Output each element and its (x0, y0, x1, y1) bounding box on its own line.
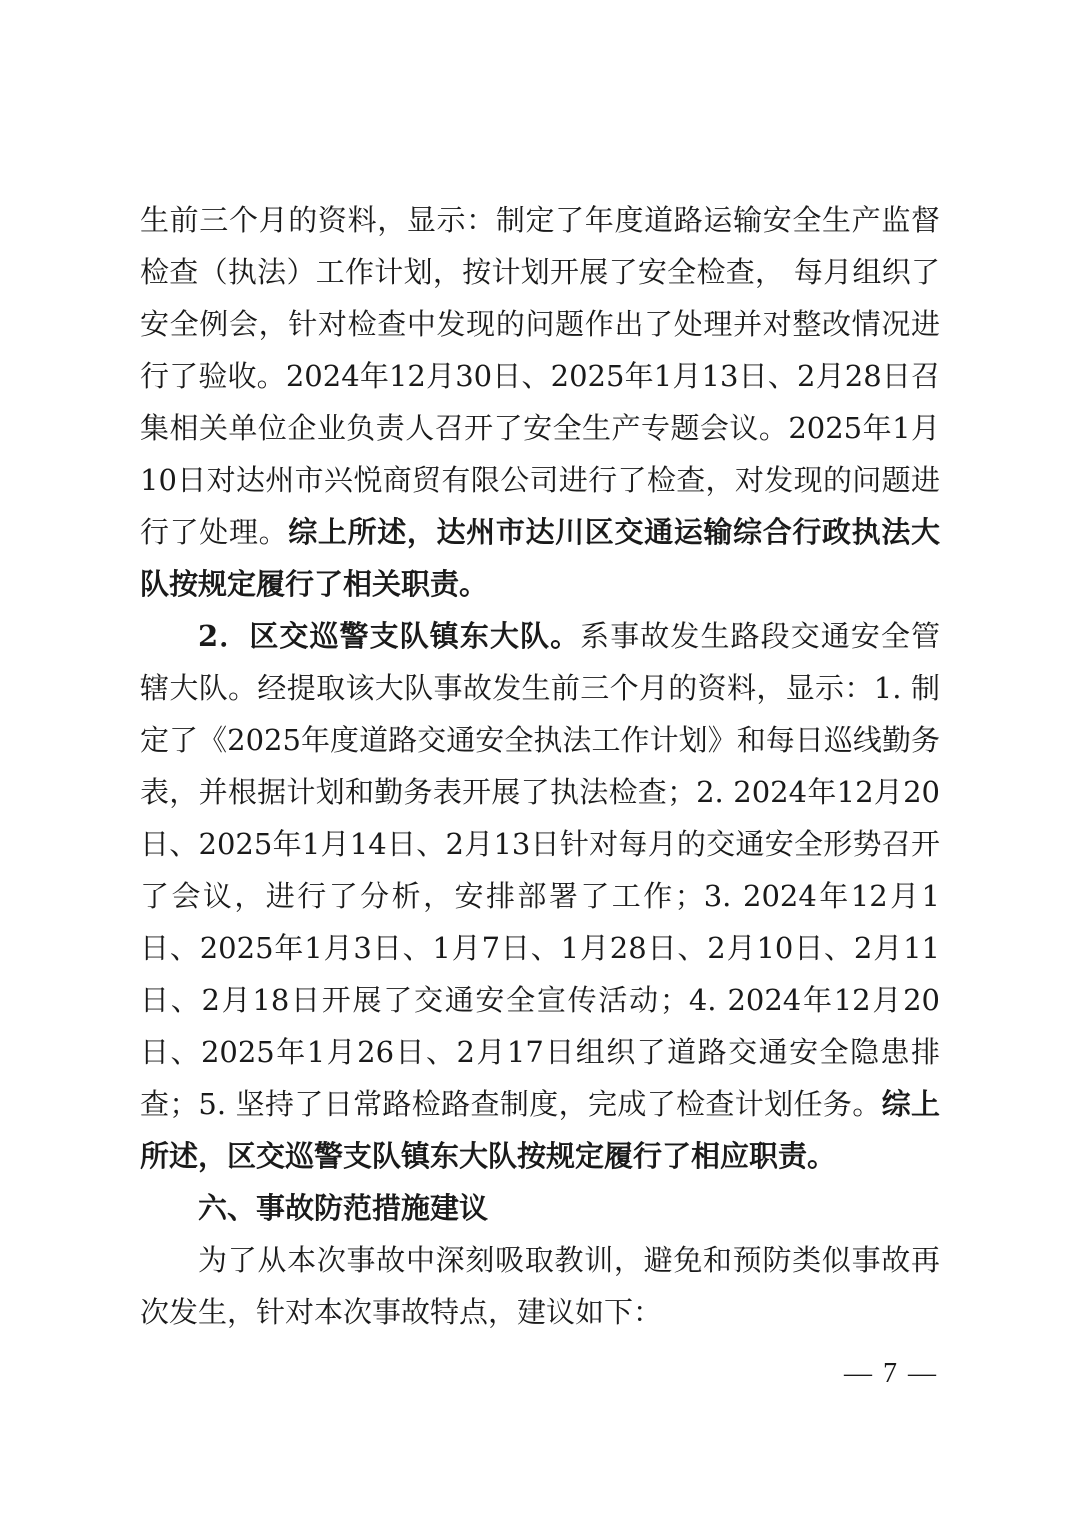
paragraph-text: 系事故发生路段交通安全管辖大队。经提取该大队事故发生前三个月的资料，显示：1. 制定了《2025年度道路交通安全执法工作计划》和每日巡线勤务表，并根据计划和勤务表开展了执法检查；2. 2024年12月20日、2025年1月14日、2月13日针对每月的交通安全形势召开了会议，进行了分析，安排部署了工作；3. 2024年12月1日、2025年1月3日、1月7日、1月28日、2月10日、2月11日、2月18日开展了交通安全宣传活动；4. 2024年12月20日、2025年1月26日、2月17日组织了道路交通安全隐患排查；5. 坚持了日常路检路查制度，完成了检查计划任务。 (140, 619, 940, 1121)
conclusion-text: 综上所述，区交巡警支队镇东大队按规定履行了相应职责。 (140, 1087, 940, 1173)
page-number: — 7 — (844, 1358, 938, 1389)
section-heading: 六、事故防范措施建议 (198, 1191, 489, 1225)
paragraph-text: 生前三个月的资料，显示：制定了年度道路运输安全生产监督检查（执法）工作计划，按计划开展了安全检查， 每月组织了安全例会，针对检查中发现的问题作出了处理并对整改情况进行了验收。2024年12月30日、2025年1月13日、2月28日召集相关单位企业负责人召开了安全生产专题会议。2025年1月10日对达州市兴悦商贸有限公司进行了检查，对发现的问题进行了处理。 (140, 203, 940, 549)
document-body (140, 194, 940, 1338)
paragraph-law-enforcement (140, 194, 940, 610)
paragraph-traffic-police (140, 610, 940, 1182)
subsection-heading: 2．区交巡警支队镇东大队。 (198, 619, 581, 653)
conclusion-text: 综上所述，达州市达川区交通运输综合行政执法大队按规定履行了相关职责。 (140, 515, 940, 601)
paragraph-recommendations-intro: 为了从本次事故中深刻吸取教训，避免和预防类似事故再次发生，针对本次事故特点，建议如下： (140, 1243, 940, 1329)
